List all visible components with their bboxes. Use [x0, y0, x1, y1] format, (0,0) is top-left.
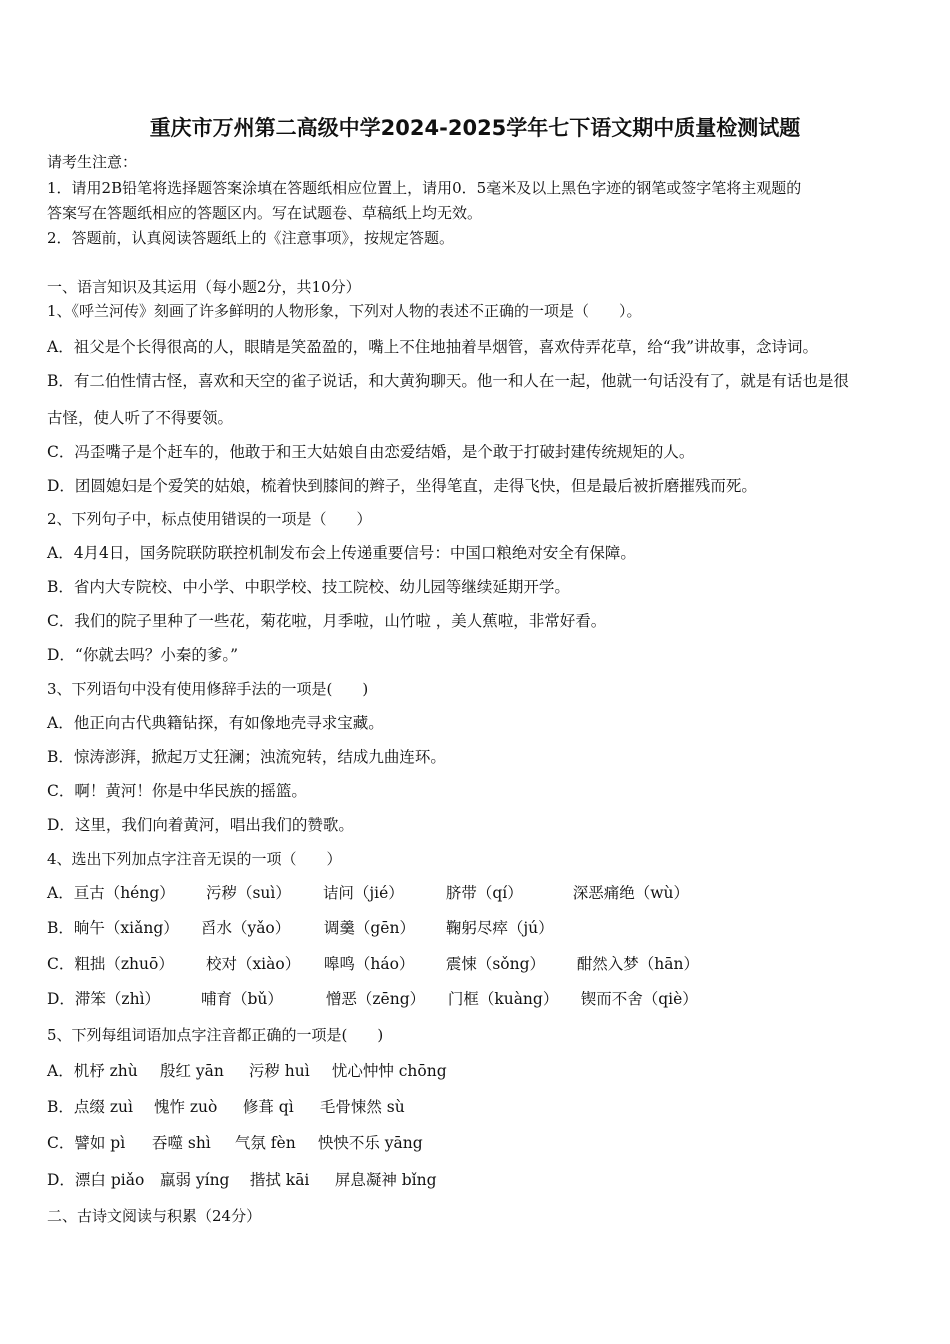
q2-stem: 2、下列句子中，标点使用错误的一项是（ ） — [47, 510, 372, 528]
q5-c-item: 怏怏不乐 yāng — [317, 1134, 423, 1152]
q5-d-item: 羸弱 yíng — [159, 1171, 230, 1189]
notice-line-1: 1．请用2B铅笔将选择题答案涂填在答题纸相应位置上，请用0．5毫米及以上黑色字迹的钢笔或签字笔将主观题的 — [47, 179, 802, 197]
q5-stem: 5、下列每组词语加点字注音都正确的一项是( ) — [47, 1026, 384, 1044]
notice-heading: 请考生注意： — [47, 153, 138, 171]
q2-option-d: D．“你就去吗？小秦的爹。” — [47, 646, 239, 664]
q5-d-item: 揩拭 kāi — [249, 1171, 310, 1189]
q5-a-item: A．机杼 zhù — [47, 1062, 138, 1080]
q4-a-item: 脐带（qí） — [445, 884, 523, 902]
q5-d-item: 屏息凝神 bǐng — [334, 1171, 437, 1189]
q5-b-item: 毛骨悚然 sù — [319, 1098, 405, 1116]
q5-c-item: C．譬如 pì — [47, 1134, 126, 1152]
q5-a-item: 忧心忡忡 chōng — [331, 1062, 447, 1080]
q5-option-b — [47, 1097, 405, 1117]
q4-c-item: C．粗拙（zhuō） — [47, 955, 174, 973]
q4-b-item: B．晌午（xiǎng） — [47, 919, 179, 937]
q5-option-c — [47, 1133, 423, 1153]
q5-b-item: 修葺 qì — [242, 1098, 294, 1116]
q5-option-a — [47, 1061, 447, 1081]
q4-option-a — [47, 883, 689, 903]
q2-option-b: B．省内大专院校、中小学、中职学校、技工院校、幼儿园等继续延期开学。 — [47, 578, 570, 596]
q3-option-d: D．这里，我们向着黄河，唱出我们的赞歌。 — [47, 816, 354, 834]
q1-option-b-line-2: 古怪，使人听了不得要领。 — [47, 409, 234, 427]
q2-option-a: A．4月4日，国务院联防联控机制发布会上传递重要信号：中国口粮绝对安全有保障。 — [47, 544, 636, 562]
notice-line-3: 2．答题前，认真阅读答题纸上的《注意事项》，按规定答题。 — [47, 229, 455, 247]
q4-d-item: 锲而不舍（qiè） — [580, 990, 698, 1008]
q4-stem: 4、选出下列加点字注音无误的一项（ ） — [47, 850, 342, 868]
q4-c-item: 震悚（sǒng） — [445, 955, 546, 973]
section-1-heading: 一、语言知识及其运用（每小题2分，共10分） — [47, 278, 361, 296]
q5-a-item: 污秽 huì — [248, 1062, 310, 1080]
q4-c-item: 嗥鸣（háo） — [323, 955, 415, 973]
q3-option-b: B．惊涛澎湃，掀起万丈狂澜；浊流宛转，结成九曲连环。 — [47, 748, 446, 766]
q5-option-d — [47, 1170, 437, 1190]
q5-b-item: B．点缀 zuì — [47, 1098, 133, 1116]
q3-option-c: C．啊！黄河！你是中华民族的摇篮。 — [47, 782, 307, 800]
section-2-heading: 二、古诗文阅读与积累（24分） — [47, 1207, 262, 1225]
q4-option-d — [47, 989, 698, 1009]
q5-b-item: 愧怍 zuò — [153, 1098, 218, 1116]
notice-line-2: 答案写在答题纸相应的答题区内。写在试题卷、草稿纸上均无效。 — [47, 204, 483, 222]
q1-option-c: C．冯歪嘴子是个赶车的，他敢于和王大姑娘自由恋爱结婚，是个敢于打破封建传统规矩的人。 — [47, 443, 695, 461]
q5-a-item: 殷红 yān — [159, 1062, 224, 1080]
q4-option-b — [47, 918, 554, 938]
q4-a-item: 诘问（jié） — [322, 884, 404, 902]
q1-option-b-line-1: B．有二伯性情古怪，喜欢和天空的雀子说话，和大黄狗聊天。他一和人在一起，他就一句话没有了，就是有话也是很 — [47, 372, 849, 390]
q4-b-item: 调羹（gēn） — [323, 919, 415, 937]
q4-a-item: 污秽（suì） — [205, 884, 291, 902]
q4-d-item: 哺育（bǔ） — [200, 990, 283, 1008]
q4-c-item: 酣然入梦（hān） — [576, 955, 699, 973]
q1-option-d: D．团圆媳妇是个爱笑的姑娘，梳着快到膝间的辫子，坐得笔直，走得飞快，但是最后被折磨摧残而死。 — [47, 477, 757, 495]
q4-b-item: 舀水（yǎo） — [200, 919, 291, 937]
q4-option-c — [47, 954, 699, 974]
q5-c-item: 吞噬 shì — [151, 1134, 211, 1152]
q5-d-item: D．漂白 piǎo — [47, 1171, 145, 1189]
q4-b-item: 鞠躬尽瘁（jú） — [445, 919, 554, 937]
q2-option-c: C．我们的院子里种了一些花，菊花啦，月季啦，山竹啦 ，美人蕉啦，非常好看。 — [47, 612, 607, 630]
page-title: 重庆市万州第二高级中学2024-2025学年七下语文期中质量检测试题 — [149, 116, 801, 140]
q4-d-item: D．滞笨（zhì） — [47, 990, 161, 1008]
q1-stem: 1、《呼兰河传》刻画了许多鲜明的人物形象，下列对人物的表述不正确的一项是（ ）。 — [47, 302, 642, 320]
q4-a-item: 深恶痛绝（wù） — [572, 884, 690, 902]
q5-c-item: 气氛 fèn — [234, 1134, 296, 1152]
q4-a-item: A．亘古（héng） — [47, 884, 175, 902]
q3-option-a: A．他正向古代典籍钻探，有如像地壳寻求宝藏。 — [47, 714, 384, 732]
q3-stem: 3、下列语句中没有使用修辞手法的一项是( ) — [47, 680, 369, 698]
q4-c-item: 校对（xiào） — [205, 955, 301, 973]
q4-d-item: 门框（kuàng） — [447, 990, 559, 1008]
q4-d-item: 憎恶（zēng） — [325, 990, 426, 1008]
q1-option-a: A．祖父是个长得很高的人，眼睛是笑盈盈的，嘴上不住地抽着旱烟管，喜欢侍弄花草，给“我”讲故事，念诗词。 — [47, 338, 819, 356]
